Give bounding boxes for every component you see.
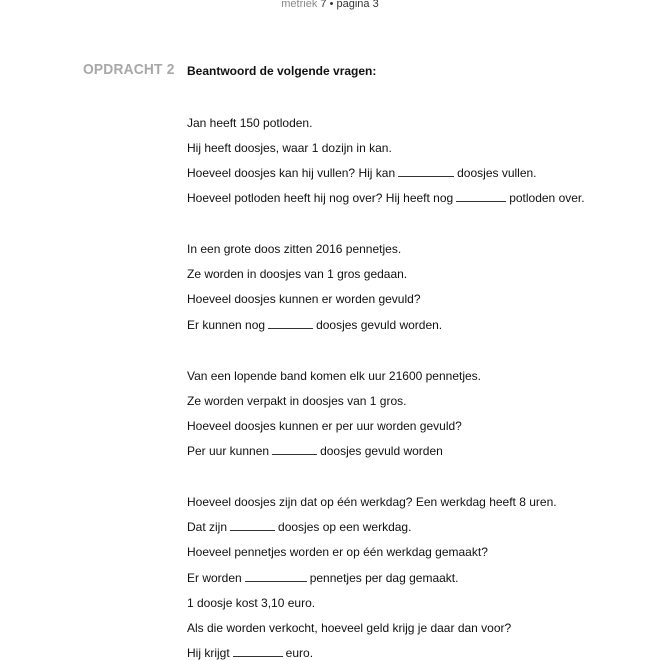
text-line: Hij heeft doosjes, waar 1 dozijn in kan. — [187, 141, 392, 155]
text-line: Hoeveel doosjes kunnen er worden gevuld? — [187, 292, 421, 306]
header-bullet: • — [329, 0, 334, 10]
answer-blank[interactable] — [230, 521, 275, 531]
text-line: Hoeveel doosjes zijn dat op één werkdag? Een werkdag heeft 8 uren. — [187, 495, 557, 509]
question-line: Er kunnen nog doosjes gevuld worden. — [187, 318, 443, 332]
header-number: 7 — [320, 0, 327, 10]
answer-blank[interactable] — [398, 167, 454, 177]
answer-blank[interactable] — [456, 192, 506, 202]
exercise-instruction: Beantwoord de volgende vragen: — [187, 64, 377, 78]
text-line: Ze worden in doosjes van 1 gros gedaan. — [187, 267, 408, 281]
text-line: 1 doosje kost 3,10 euro. — [187, 596, 316, 610]
answer-blank[interactable] — [245, 572, 307, 582]
answer-blank[interactable] — [233, 647, 283, 657]
text-line: Ze worden verpakt in doosjes van 1 gros. — [187, 394, 407, 408]
text-line: In een grote doos zitten 2016 pennetjes. — [187, 242, 402, 256]
exercise-label: OPDRACHT 2 — [83, 61, 175, 78]
question-line: Hoeveel doosjes kan hij vullen? Hij kan doosjes vullen. — [187, 166, 537, 180]
page-header — [0, 0, 660, 10]
answer-blank[interactable] — [268, 319, 313, 329]
text-line: Jan heeft 150 potloden. — [187, 116, 313, 130]
question-line: Dat zijn doosjes op een werkdag. — [187, 520, 412, 534]
question-line: Hoeveel potloden heeft hij nog over? Hij heeft nog potloden over. — [187, 191, 585, 205]
text-line: Hoeveel doosjes kunnen er per uur worden gevuld? — [187, 419, 462, 433]
text-line: Als die worden verkocht, hoeveel geld krijg je daar dan voor? — [187, 621, 512, 635]
text-line: Van een lopende band komen elk uur 21600 pennetjes. — [187, 369, 482, 383]
answer-blank[interactable] — [272, 445, 317, 455]
header-prefix: metriek — [281, 0, 318, 10]
question-line: Er worden pennetjes per dag gemaakt. — [187, 571, 459, 585]
question-line: Hij krijgt euro. — [187, 646, 314, 660]
header-page: pagina 3 — [336, 0, 379, 10]
text-line: Hoeveel pennetjes worden er op één werkdag gemaakt? — [187, 545, 488, 559]
question-line: Per uur kunnen doosjes gevuld worden — [187, 444, 443, 458]
